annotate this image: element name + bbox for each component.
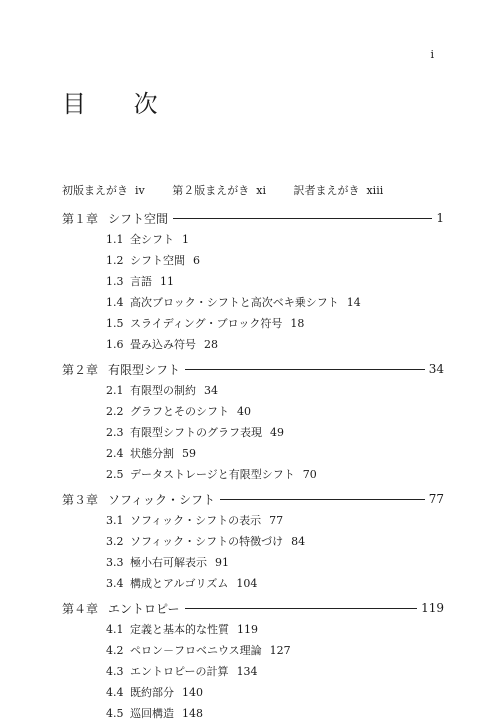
section-title: 高次ブロック・シフトと高次ベキ乗シフト [130, 296, 339, 309]
section-entry [62, 422, 444, 443]
chapter-page: 119 [421, 601, 444, 615]
section-page: 6 [193, 254, 200, 267]
preface-page: iv [135, 184, 145, 197]
preface-entry [62, 184, 145, 197]
section-entry [62, 682, 444, 703]
section-number: 2.2 [106, 405, 124, 418]
section-number: 1.3 [106, 275, 124, 288]
leader-line [185, 608, 418, 609]
section-entry [62, 313, 444, 334]
section-number: 3.2 [106, 535, 124, 548]
chapter-2 [62, 358, 444, 485]
chapter-number: 第２章 [62, 362, 99, 377]
section-page: 84 [291, 535, 306, 548]
section-page: 59 [182, 447, 196, 460]
section-entry [62, 250, 444, 271]
section-number: 1.1 [106, 233, 124, 246]
section-list [62, 229, 444, 355]
section-page: 77 [269, 514, 284, 527]
section-number: 1.5 [106, 317, 124, 330]
section-entry [62, 552, 444, 573]
section-title: グラフとそのシフト [130, 405, 229, 418]
chapter-1 [62, 207, 444, 355]
chapter-heading [62, 207, 444, 229]
section-title: 構成とアルゴリズム [130, 577, 229, 590]
section-number: 4.1 [106, 623, 124, 636]
preface-entry [172, 184, 266, 197]
section-entry [62, 531, 444, 552]
page-number: i [430, 48, 434, 61]
section-title: 有限型シフトのグラフ表現 [130, 426, 262, 439]
preface-label: 第２版まえがき [172, 184, 250, 197]
toc-title: 目 次 [62, 90, 178, 118]
section-number: 4.3 [106, 665, 124, 678]
section-page: 119 [237, 623, 258, 636]
section-title: 言語 [130, 275, 152, 288]
chapter-number: 第３章 [62, 492, 99, 507]
section-page: 18 [290, 317, 305, 330]
leader-line [185, 369, 425, 370]
chapter-page: 34 [428, 362, 444, 376]
section-title: データストレージと有限型シフト [130, 468, 295, 481]
section-number: 1.4 [106, 296, 124, 309]
section-title: スライディング・ブロック符号 [130, 317, 283, 330]
preface-page: xi [256, 184, 266, 197]
preface-label: 初版まえがき [62, 184, 128, 197]
section-entry [62, 703, 444, 724]
section-page: 70 [302, 468, 317, 481]
section-number: 4.4 [106, 686, 124, 699]
section-page: 148 [182, 707, 203, 720]
section-title: シフト空間 [130, 254, 185, 267]
section-number: 3.1 [106, 514, 124, 527]
chapter-heading [62, 488, 444, 510]
section-list [62, 380, 444, 485]
chapter-list [62, 207, 444, 727]
section-title: 状態分割 [130, 447, 174, 460]
chapter-3 [62, 488, 444, 594]
section-number: 3.3 [106, 556, 124, 569]
chapter-title: シフト空間 [108, 211, 169, 226]
section-page: 34 [204, 384, 218, 397]
chapter-heading [62, 358, 444, 380]
section-title: ソフィック・シフトの表示 [130, 514, 262, 527]
section-entry [62, 443, 444, 464]
section-number: 4.2 [106, 644, 124, 657]
section-number: 4.5 [106, 707, 124, 720]
section-list [62, 619, 444, 724]
section-number: 1.2 [106, 254, 124, 267]
section-title: 既約部分 [130, 686, 174, 699]
section-list [62, 510, 444, 594]
section-entry [62, 640, 444, 661]
section-page: 91 [215, 556, 229, 569]
section-number: 2.3 [106, 426, 124, 439]
section-page: 14 [346, 296, 361, 309]
section-entry [62, 380, 444, 401]
section-title: 有限型の制約 [130, 384, 196, 397]
chapter-title: 有限型シフト [108, 362, 181, 377]
section-title: 全シフト [130, 233, 174, 246]
section-number: 2.5 [106, 468, 124, 481]
section-title: エントロピーの計算 [130, 665, 229, 678]
section-number: 2.1 [106, 384, 124, 397]
section-number: 2.4 [106, 447, 124, 460]
section-title: 定義と基本的な性質 [130, 623, 229, 636]
section-page: 140 [182, 686, 203, 699]
chapter-number: 第１章 [62, 211, 99, 226]
chapter-page: 77 [428, 492, 444, 506]
section-entry [62, 271, 444, 292]
chapter-page: 1 [436, 211, 444, 225]
leader-line [173, 218, 432, 219]
section-page: 134 [236, 665, 258, 678]
chapter-title: エントロピー [108, 601, 180, 616]
section-page: 40 [237, 405, 251, 418]
section-entry [62, 292, 444, 313]
section-page: 11 [160, 275, 174, 288]
section-entry [62, 334, 444, 355]
section-entry [62, 229, 444, 250]
section-entry [62, 401, 444, 422]
preface-list [62, 182, 407, 198]
preface-label: 訳者まえがき [293, 184, 360, 197]
preface-entry [293, 184, 383, 197]
chapter-number: 第４章 [62, 601, 99, 616]
section-page: 1 [182, 233, 189, 246]
section-entry [62, 661, 444, 682]
chapter-title: ソフィック・シフト [108, 492, 216, 507]
section-entry [62, 619, 444, 640]
section-title: ソフィック・シフトの特徴づけ [130, 535, 284, 548]
section-page: 127 [269, 644, 291, 657]
chapter-heading [62, 597, 444, 619]
section-page: 28 [204, 338, 218, 351]
section-page: 104 [236, 577, 258, 590]
section-entry [62, 510, 444, 531]
preface-page: xiii [366, 184, 384, 197]
chapter-4 [62, 597, 444, 724]
section-title: 極小右可解表示 [130, 556, 207, 569]
leader-line [220, 499, 425, 500]
section-title: 巡回構造 [130, 707, 174, 720]
section-page: 49 [270, 426, 284, 439]
section-entry [62, 573, 444, 594]
section-number: 1.6 [106, 338, 124, 351]
section-title: ペロン－フロベニウス理論 [130, 644, 262, 657]
section-title: 畳み込み符号 [130, 338, 196, 351]
section-number: 3.4 [106, 577, 124, 590]
section-entry [62, 464, 444, 485]
